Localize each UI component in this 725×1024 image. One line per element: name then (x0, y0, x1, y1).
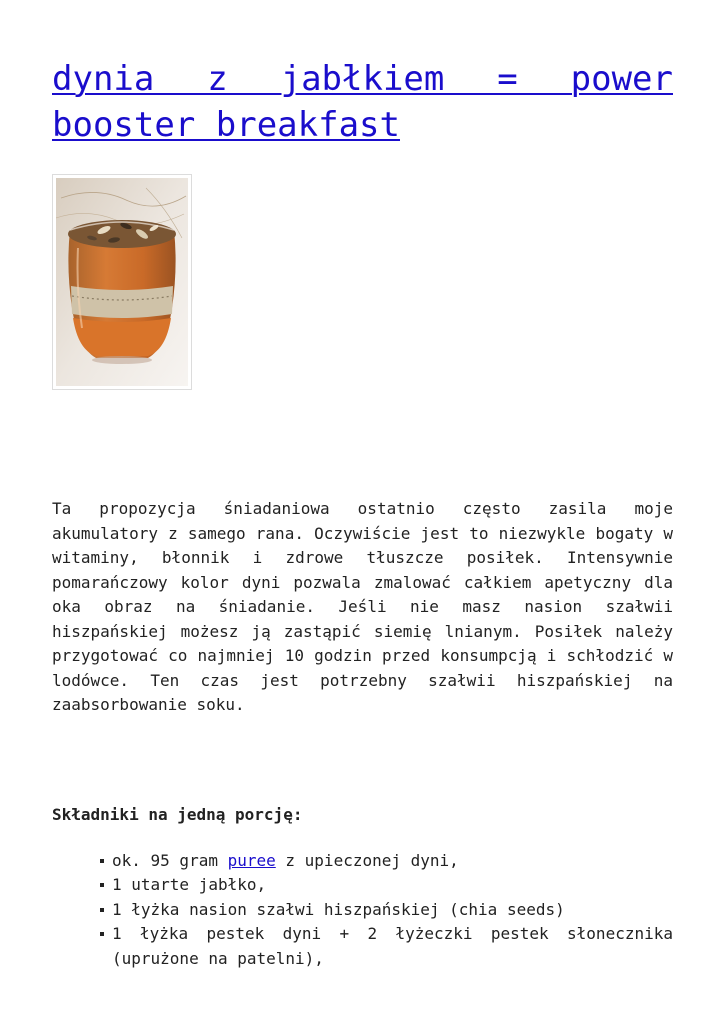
breakfast-photo (52, 174, 192, 390)
intro-paragraph: Ta propozycja śniadaniowa ostatnio często zasila moje akumulatory z samego rana. Oczywiście jest to niezwykle bogaty w witaminy, błonnik i zdrowe tłuszcze posiłek. Intensywnie pomarańczowy kolor dyni pozwala zmalować całkiem apetyczny dla oka obraz na śniadanie. Jeśli nie masz nasion szałwii hiszpańskiej możesz ją zastąpić siemię lnianym. Posiłek należy przygotować co najmniej 10 godzin przed konsumpcją i schłodzić w lodówce. Ten czas jest potrzebny szałwii hiszpańskiej na zaabsorbowanie soku. (52, 499, 673, 714)
breakfast-jar-image (56, 178, 188, 386)
ingredients-heading: Składniki na jedną porcję: (52, 804, 303, 824)
puree-link[interactable]: puree (227, 850, 276, 870)
ingredient-text: z upieczonej dyni, (275, 850, 459, 870)
ingredients-list (52, 849, 673, 972)
article (52, 56, 673, 971)
ingredient-text: ok. 95 gram (112, 850, 228, 870)
list-item: 1 utarte jabłko, (100, 873, 673, 898)
post-title-link[interactable]: dynia z jabłkiem = power booster breakfast (52, 59, 673, 145)
list-item (100, 849, 673, 874)
post-title (52, 56, 673, 148)
list-item: 1 łyżka nasion szałwi hiszpańskiej (chia seeds) (100, 898, 673, 923)
list-item: 1 łyżka pestek dyni + 2 łyżeczki pestek słonecznika (uprużone na patelni), (100, 922, 673, 971)
